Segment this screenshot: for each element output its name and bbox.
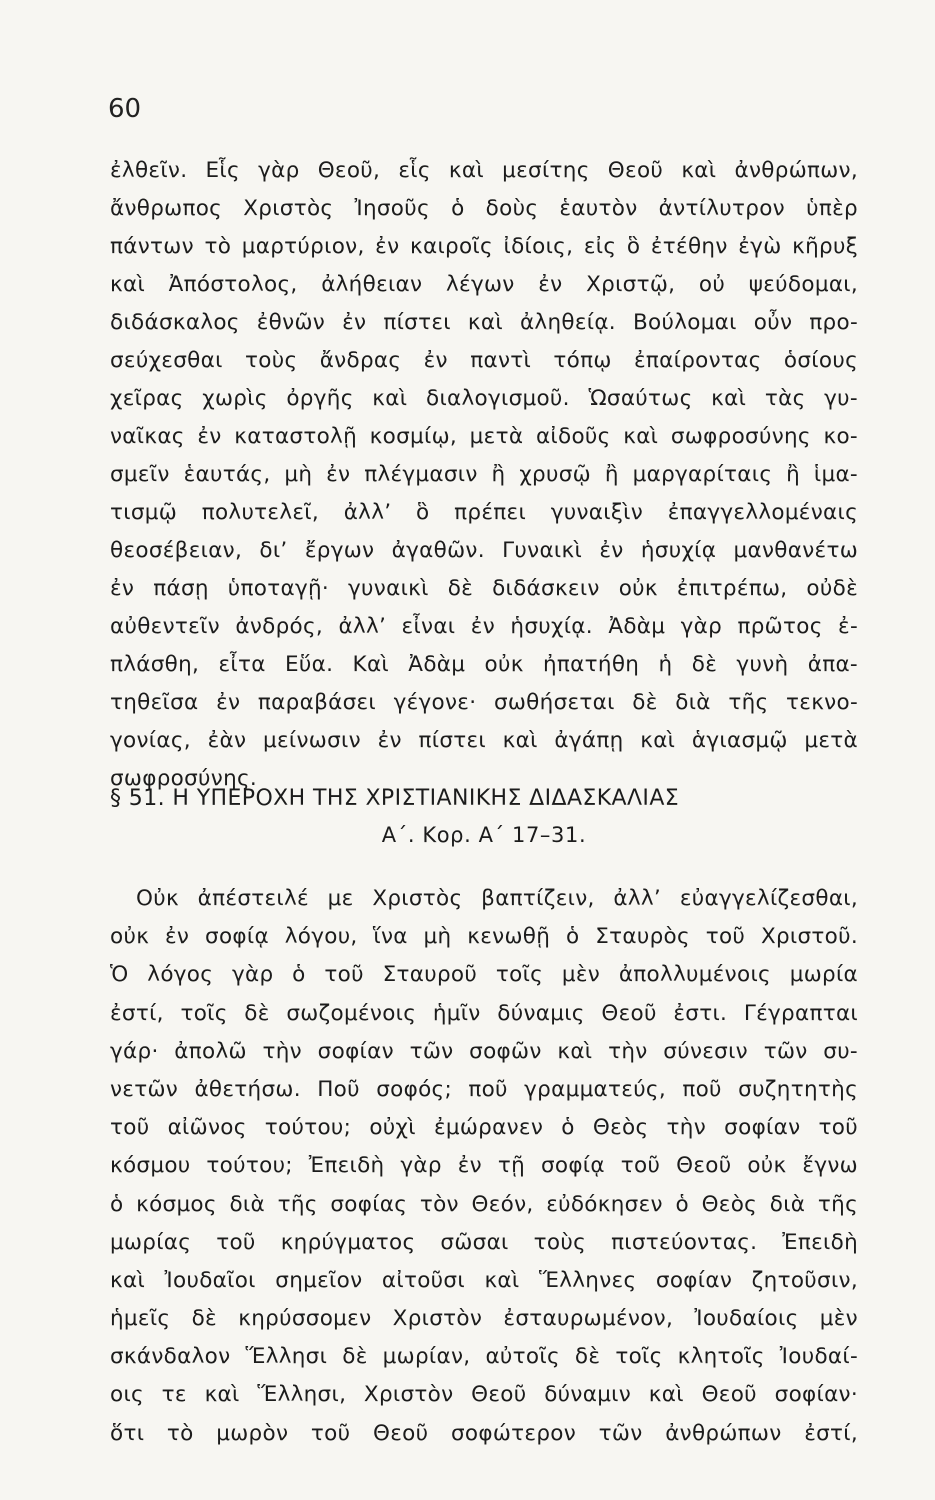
text-line: οὐκ ἐν σοφίᾳ λόγου, ἵνα μὴ κενωθῇ ὁ Σταυρὸς τοῦ Χριστοῦ. — [110, 924, 858, 950]
text-line: ἄνθρωπος Χριστὸς Ἰησοῦς ὁ δοὺς ἑαυτὸν ἀντίλυτρον ὑπὲρ — [110, 196, 858, 221]
text-line: ὁ κόσμος διὰ τῆς σοφίας τὸν Θεόν, εὐδόκησεν ὁ Θεὸς διὰ τῆς — [110, 1191, 858, 1217]
text-line: πλάσθη, εἶτα Εὕα. Καὶ Ἀδὰμ οὐκ ἠπατήθη ἡ δὲ γυνὴ ἀπα- — [110, 652, 858, 677]
text-line: τισμῷ πολυτελεῖ, ἀλλ’ ὃ πρέπει γυναιξὶν ἐπαγγελλομέναις — [110, 500, 858, 525]
text-line: πάντων τὸ μαρτύριον, ἐν καιροῖς ἰδίοις, εἰς ὃ ἐτέθην ἐγὼ κῆρυξ — [110, 234, 858, 259]
text-line: ἐστί, τοῖς δὲ σωζομένοις ἡμῖν δύναμις Θεοῦ ἐστι. Γέγραπται — [110, 1000, 858, 1026]
text-line: θεοσέβειαν, δι’ ἔργων ἀγαθῶν. Γυναικὶ ἐν ἡσυχίᾳ μανθανέτω — [110, 538, 858, 563]
text-line: γονίας, ἐὰν μείνωσιν ἐν πίστει καὶ ἀγάπῃ καὶ ἁγιασμῷ μετὰ — [110, 728, 858, 753]
page-number: 60 — [108, 94, 142, 124]
text-line: τοῦ αἰῶνος τούτου; οὐχὶ ἐμώρανεν ὁ Θεὸς τὴν σοφίαν τοῦ — [110, 1115, 858, 1141]
text-line: μωρίας τοῦ κηρύγματος σῶσαι τοὺς πιστεύοντας. Ἐπειδὴ — [110, 1229, 858, 1255]
text-line: σεύχεσθαι τοὺς ἄνδρας ἐν παντὶ τόπῳ ἐπαίροντας ὁσίους — [110, 348, 858, 373]
text-line: ἐν πάσῃ ὑποταγῇ· γυναικὶ δὲ διδάσκειν οὐκ ἐπιτρέπω, οὐδὲ — [110, 576, 858, 601]
text-line: Ὁ λόγος γὰρ ὁ τοῦ Σταυροῦ τοῖς μὲν ἀπολλυμένοις μωρία — [110, 962, 858, 988]
text-line: σωφροσύνης. — [110, 766, 258, 791]
text-line: σμεῖν ἑαυτάς, μὴ ἐν πλέγμασιν ἢ χρυσῷ ἢ μαργαρίταις ἢ ἱμα- — [110, 462, 858, 487]
text-line: διδάσκαλος ἐθνῶν ἐν πίστει καὶ ἀληθείᾳ. Βούλομαι οὖν προ- — [110, 310, 858, 335]
paragraph-first-corinthians — [110, 880, 858, 1453]
text-line: ἐλθεῖν. Εἷς γὰρ Θεοῦ, εἷς καὶ μεσίτης Θεοῦ καὶ ἀνθρώπων, — [110, 158, 858, 183]
section-heading: § 51. Η ΥΠΕΡΟΧΗ ΤΗΣ ΧΡΙΣΤΙΑΝΙΚΗΣ ΔΙΔΑΣΚΑΛΙΑΣ — [110, 786, 680, 811]
text-line: κόσμου τούτου; Ἐπειδὴ γὰρ ἐν τῇ σοφίᾳ τοῦ Θεοῦ οὐκ ἔγνω — [110, 1153, 858, 1179]
text-line: καὶ Ἰουδαῖοι σημεῖον αἰτοῦσι καὶ Ἕλληνες σοφίαν ζητοῦσιν, — [110, 1267, 858, 1293]
text-line: αὐθεντεῖν ἀνδρός, ἀλλ’ εἶναι ἐν ἡσυχίᾳ. Ἀδὰμ γὰρ πρῶτος ἐ- — [110, 614, 858, 639]
paragraph-first-timothy — [110, 152, 858, 798]
scripture-reference: Α΄. Κορ. Α΄ 17–31. — [381, 823, 587, 847]
text-line: γάρ· ἀπολῶ τὴν σοφίαν τῶν σοφῶν καὶ τὴν σύνεσιν τῶν συ- — [110, 1038, 858, 1064]
text-line: ἡμεῖς δὲ κηρύσσομεν Χριστὸν ἐσταυρωμένον, Ἰουδαίοις μὲν — [110, 1306, 858, 1332]
text-line: Οὐκ ἀπέστειλέ με Χριστὸς βαπτίζειν, ἀλλ’ εὐαγγελίζεσθαι, — [136, 886, 858, 911]
text-line: χεῖρας χωρὶς ὀργῆς καὶ διαλογισμοῦ. Ὡσαύτως καὶ τὰς γυ- — [110, 386, 858, 411]
text-line: καὶ Ἀπόστολος, ἀλήθειαν λέγων ἐν Χριστῷ, οὐ ψεύδομαι, — [110, 272, 858, 297]
text-line: ὅτι τὸ μωρὸν τοῦ Θεοῦ σοφώτερον τῶν ἀνθρώπων ἐστί, — [110, 1420, 858, 1446]
text-line: οις τε καὶ Ἕλλησι, Χριστὸν Θεοῦ δύναμιν καὶ Θεοῦ σοφίαν· — [110, 1382, 858, 1408]
text-line: τηθεῖσα ἐν παραβάσει γέγονε· σωθήσεται δὲ διὰ τῆς τεκνο- — [110, 690, 858, 715]
text-line: νετῶν ἀθετήσω. Ποῦ σοφός; ποῦ γραμματεύς, ποῦ συζητητὴς — [110, 1076, 858, 1102]
text-line: ναῖκας ἐν καταστολῇ κοσμίῳ, μετὰ αἰδοῦς καὶ σωφροσύνης κο- — [110, 424, 858, 449]
text-line: σκάνδαλον Ἕλλησι δὲ μωρίαν, αὐτοῖς δὲ τοῖς κλητοῖς Ἰουδαί- — [110, 1344, 858, 1370]
